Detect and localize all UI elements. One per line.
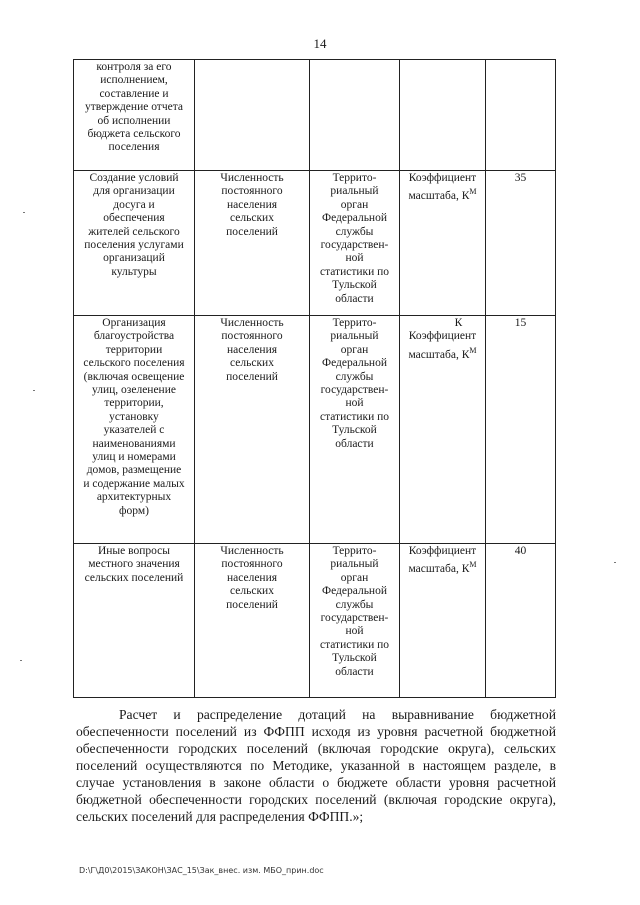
cell-line: сельских [230, 212, 274, 225]
cell-line: области [335, 665, 374, 678]
cell-line: области [335, 437, 374, 450]
cell-line: указателей с [103, 424, 165, 437]
cell-line: утверждение отчета [85, 101, 183, 114]
table-cell-weight [486, 60, 556, 171]
cell-line: населения [226, 198, 278, 211]
cell-line: и содержание малых [83, 477, 185, 490]
cell-line: государствен- [320, 239, 389, 252]
cell-line: благоустройства [93, 330, 175, 343]
cell-line: поселений [226, 598, 278, 611]
table-cell-weight: 35 [486, 171, 556, 316]
cell-line: Тульской [332, 279, 377, 292]
cell-line: службы [335, 370, 374, 383]
cell-line: об исполнении [97, 114, 171, 127]
cell-line: сельского поселения [83, 357, 185, 370]
body-paragraph: Расчет и распределение дотаций на выравнивание бюджетной обеспеченности поселений из ФФПП исходя из уровня расчетной бюджетной обеспеченности городских поселений (включая городские округа), сельских поселений осуществляются по Методике, указанной в настоящем разделе, в случае установления в законе области о бюджете области уровня расчетной бюджетной обеспеченности городских поселений (включая городские округа), сельских поселений для распределения ФФПП.»; [76, 707, 556, 824]
page-number: 14 [313, 36, 327, 51]
cell-line: территории, [104, 397, 164, 410]
cell-line: жителей сельского [88, 225, 180, 238]
table-cell-indicator [195, 171, 310, 316]
cell-line: архитектурных [96, 491, 172, 504]
scan-speck [614, 562, 616, 563]
scan-speck [23, 212, 25, 213]
cell-line: масштаба, $К^М$ [408, 560, 477, 576]
cell-line: улиц, озеленение [92, 384, 176, 397]
cell-line: Террито- [332, 317, 377, 329]
cell-line: риальный [330, 558, 379, 571]
cell-line: домов, размещение [86, 464, 182, 477]
cell-line: службы [335, 598, 374, 611]
cell-line: Федеральной [322, 357, 387, 370]
superscript: М [469, 187, 477, 197]
cell-line: поселения услугами [84, 239, 184, 252]
table-cell-source [310, 171, 400, 316]
cell-line: для организации [93, 185, 175, 198]
cell-line: бюджета сельского [87, 128, 181, 141]
cell-line: улиц и номерами [92, 451, 176, 464]
cell-line: службы [335, 225, 374, 238]
coefficient-prefix: К [454, 317, 463, 329]
cell-line: области [335, 292, 374, 305]
cell-line: риальный [330, 330, 379, 343]
table-cell-coefficient [400, 171, 486, 316]
superscript: М [469, 345, 477, 355]
cell-line: организаций [103, 252, 165, 265]
cell-line: орган [340, 198, 369, 211]
table-cell-indicator [195, 544, 310, 698]
file-path-footer: D:\Г\Д0\2015\ЗАКОН\ЗАС_15\Зак_внес. изм. МБО_прин.doc [79, 866, 324, 875]
data-table [73, 59, 556, 698]
table-row [74, 544, 556, 698]
cell-line: масштаба, $К^М$ [408, 187, 477, 203]
cell-line: обеспечения [103, 212, 165, 225]
cell-line: статистики по [319, 410, 390, 423]
cell-line: Иные вопросы [97, 545, 171, 557]
table-cell-source [310, 316, 400, 544]
cell-line: сельских [230, 357, 274, 370]
table-row [74, 316, 556, 544]
cell-line: сельских поселений [84, 571, 184, 584]
cell-line: ной [345, 252, 364, 265]
table-cell-source [310, 60, 400, 171]
coefficient-text [403, 172, 482, 204]
coefficient-text [403, 545, 482, 577]
cell-line: государствен- [320, 384, 389, 397]
cell-line: постоянного [221, 558, 283, 571]
table-cell-weight: 40 [486, 544, 556, 698]
cell-line: поселений [226, 370, 278, 383]
cell-line: Тульской [332, 424, 377, 437]
table-cell-weight: 15 [486, 316, 556, 544]
scan-speck [33, 390, 35, 391]
cell-line: орган [340, 343, 369, 356]
cell-line: сельских [230, 585, 274, 598]
cell-line: орган [340, 571, 369, 584]
cell-line: ной [345, 397, 364, 410]
cell-line: риальный [330, 185, 379, 198]
cell-line: государствен- [320, 612, 389, 625]
cell-line: территории [105, 343, 163, 356]
cell-line: контроля за его [96, 61, 172, 73]
table-cell-function [74, 316, 195, 544]
cell-line: местного значения [88, 558, 180, 571]
cell-line: Коэффициент [408, 545, 477, 557]
table-cell-function [74, 60, 195, 171]
cell-line: поселения [108, 141, 160, 154]
cell-line: статистики по [319, 265, 390, 278]
cell-line: составление и [99, 87, 169, 100]
cell-line: Численность [220, 545, 284, 557]
cell-line: Тульской [332, 652, 377, 665]
cell-line: ной [345, 625, 364, 638]
cell-line: установку [109, 410, 159, 423]
cell-line: (включая освещение [83, 370, 185, 383]
table-cell-coefficient [400, 60, 486, 171]
cell-line: досуга и [113, 198, 155, 211]
table-cell-indicator [195, 60, 310, 171]
table-cell-coefficient [400, 544, 486, 698]
table-cell-function [74, 544, 195, 698]
superscript: М [469, 560, 477, 570]
cell-line: Коэффициент [408, 172, 477, 184]
cell-line: статистики по [319, 638, 390, 651]
cell-line: Организация [102, 317, 166, 329]
table-cell-indicator [195, 316, 310, 544]
table-row [74, 171, 556, 316]
table-cell-coefficient [400, 316, 486, 544]
cell-line: Террито- [332, 172, 377, 184]
table-row [74, 60, 556, 171]
cell-line: исполнением, [100, 74, 168, 87]
cell-line: постоянного [221, 185, 283, 198]
table-cell-source [310, 544, 400, 698]
cell-line: Численность [220, 317, 284, 329]
cell-line: наименованиями [92, 437, 176, 450]
cell-line: Коэффициент [408, 330, 477, 343]
cell-line: поселений [226, 225, 278, 238]
cell-line: Создание условий [89, 172, 179, 184]
scan-speck [20, 660, 22, 661]
coefficient-text [403, 330, 482, 362]
cell-line: масштаба, $К^М$ [408, 345, 477, 361]
cell-line: Федеральной [322, 212, 387, 225]
cell-line: культуры [111, 265, 157, 278]
cell-line: Численность [220, 172, 284, 184]
cell-line: Федеральной [322, 585, 387, 598]
table-cell-function [74, 171, 195, 316]
cell-line: населения [226, 571, 278, 584]
cell-line: населения [226, 343, 278, 356]
cell-line: форм) [119, 504, 149, 517]
cell-line: Террито- [332, 545, 377, 557]
cell-line: постоянного [221, 330, 283, 343]
